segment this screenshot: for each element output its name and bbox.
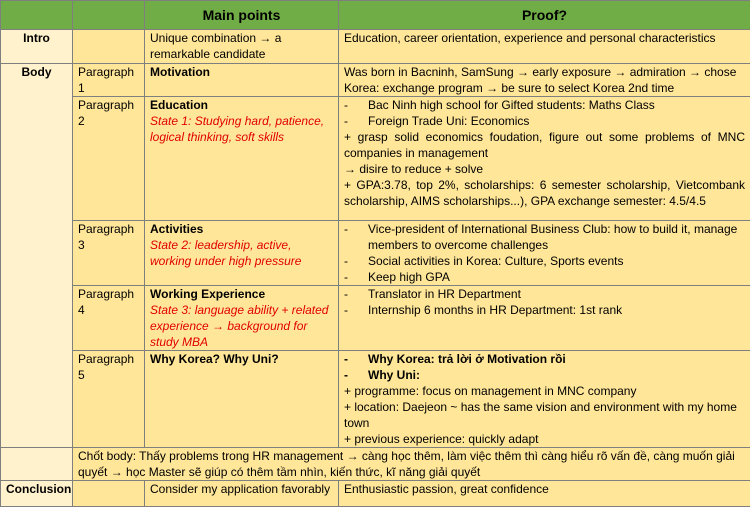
paragraph-4-main	[145, 286, 339, 351]
paragraph-2-state: State 1: Studying hard, patience, logical thinking, soft skills	[150, 113, 333, 145]
paragraph-5-proof	[339, 351, 750, 448]
paragraph-4-title: Working Experience	[150, 286, 333, 302]
paragraph-4-row	[1, 286, 750, 351]
header-cell-paragraph	[73, 1, 145, 30]
header-proof: Proof?	[339, 1, 750, 30]
proof-bullet: - Keep high GPA	[344, 269, 745, 285]
paragraph-1-proof: Was born in Bacninh, SamSung → early exposure → admiration → chose Korea: exchange program → be sure to select Korea 2nd time	[339, 64, 750, 97]
paragraph-3-state: State 2: leadership, active, working under high pressure	[150, 237, 333, 269]
paragraph-2-label: Paragraph 2	[73, 97, 145, 221]
paragraph-2-proof	[339, 97, 750, 221]
conclusion-row	[1, 481, 750, 507]
paragraph-4-label: Paragraph 4	[73, 286, 145, 351]
chot-body-row	[1, 448, 750, 481]
header-row	[1, 1, 750, 30]
paragraph-1-label: Paragraph 1	[73, 64, 145, 97]
conclusion-paragraph-cell	[73, 481, 145, 507]
proof-bullet: - Why Uni:	[344, 367, 745, 383]
chot-body-spacer	[1, 448, 73, 481]
proof-arrow-line: → disire to reduce + solve	[344, 161, 745, 177]
proof-bullet: - Translator in HR Department	[344, 286, 745, 302]
proof-bullet: - Why Korea: trả lời ở Motivation rồi	[344, 351, 745, 367]
paragraph-2-title: Education	[150, 97, 333, 113]
body-label: Body	[1, 64, 73, 448]
paragraph-5-row	[1, 351, 750, 448]
paragraph-3-proof	[339, 221, 750, 286]
proof-plus-line: + grasp solid economics foudation, figure out some problems of MNC companies in management	[344, 129, 745, 161]
paragraph-3-title: Activities	[150, 221, 333, 237]
conclusion-proof: Enthusiastic passion, great confidence	[339, 481, 750, 507]
intro-paragraph-cell	[73, 30, 145, 64]
proof-bullet: - Social activities in Korea: Culture, Sports events	[344, 253, 745, 269]
paragraph-4-proof	[339, 286, 750, 351]
proof-plus-line: + previous experience: quickly adapt	[344, 431, 745, 447]
paragraph-4-state: State 3: language ability + related experience → background for study MBA	[150, 302, 333, 350]
paragraph-5-title: Why Korea? Why Uni?	[145, 351, 339, 448]
intro-main-point: Unique combination → a remarkable candidate	[145, 30, 339, 64]
paragraph-1-row	[1, 64, 750, 97]
proof-plus-line: + location: Daejeon ~ has the same vision and environment with my home town	[344, 399, 745, 431]
chot-body-text: Chốt body: Thấy problems trong HR management → càng học thêm, làm việc thêm thì càng hiểu rõ vấn đề, càng muốn giải quyết → học Master sẽ giúp có thêm tầm nhìn, kiến thức, kĩ năng giải quyết	[73, 448, 750, 481]
intro-label: Intro	[1, 30, 73, 64]
paragraph-3-label: Paragraph 3	[73, 221, 145, 286]
proof-plus-line: + GPA:3.78, top 2%, scholarships: 6 semester scholarship, Vietcombank scholarship, AIMS scholarships...), GPA exchange semester: 4.5/4.5	[344, 177, 745, 209]
intro-row	[1, 30, 750, 64]
intro-proof: Education, career orientation, experience and personal characteristics	[339, 30, 750, 64]
proof-bullet: - Vice-president of International Business Club: how to build it, manage members to overcome challenges	[344, 221, 745, 253]
proof-plus-line: + programme: focus on management in MNC company	[344, 383, 745, 399]
paragraph-2-main	[145, 97, 339, 221]
paragraph-3-main	[145, 221, 339, 286]
header-cell-section	[1, 1, 73, 30]
paragraph-2-row	[1, 97, 750, 221]
proof-bullet: - Foreign Trade Uni: Economics	[344, 113, 745, 129]
paragraph-1-title: Motivation	[145, 64, 339, 97]
header-main-points: Main points	[145, 1, 339, 30]
conclusion-main-point: Consider my application favorably	[145, 481, 339, 507]
paragraph-3-row	[1, 221, 750, 286]
proof-bullet: - Bac Ninh high school for Gifted students: Maths Class	[344, 97, 745, 113]
paragraph-5-label: Paragraph 5	[73, 351, 145, 448]
proof-bullet: - Internship 6 months in HR Department: 1st rank	[344, 302, 745, 318]
conclusion-label: Conclusion	[1, 481, 73, 507]
